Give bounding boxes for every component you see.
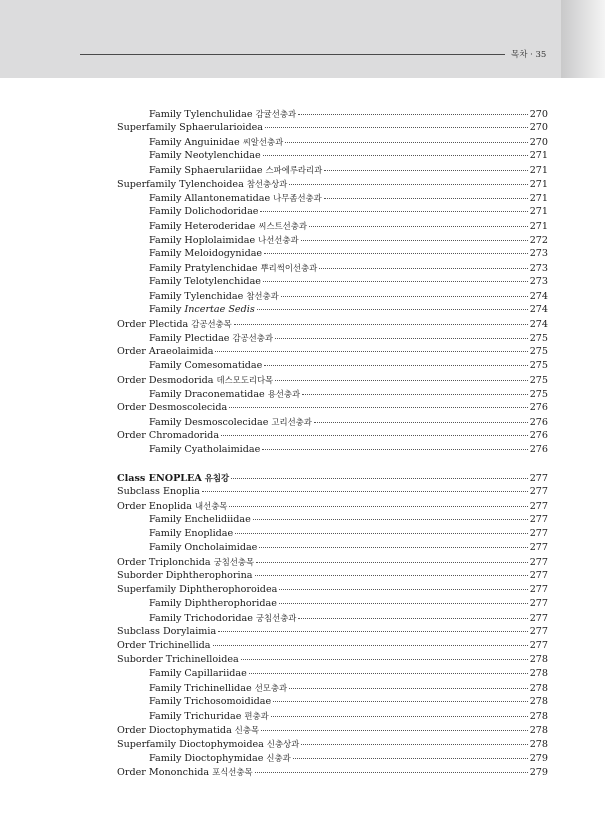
toc-entry-korean: 편충과: [244, 711, 269, 721]
toc-entry-title: [149, 233, 299, 248]
toc-entry-name: Order Desmoscolecida: [117, 402, 228, 413]
toc-entry-title: [149, 681, 287, 696]
toc-entry-korean: 감공선충목: [191, 319, 232, 329]
toc-entry-korean: 포식선충목: [212, 767, 253, 777]
toc-page-number: 273: [529, 263, 548, 274]
toc-entry-title: [117, 653, 239, 667]
toc-leader-dots: [301, 743, 527, 745]
toc-page-number: 270: [529, 122, 548, 133]
toc-leader-dots: [279, 588, 527, 590]
toc-entry[interactable]: [117, 765, 548, 779]
toc-entry[interactable]: [117, 485, 548, 499]
toc-page-number: 273: [529, 248, 548, 259]
toc-entry-title: [117, 723, 259, 738]
toc-entry-name: Subclass Enoplia: [117, 486, 200, 497]
toc-entry-name: Order Enoplida: [117, 501, 193, 512]
toc-entry-title: [117, 373, 273, 388]
toc-page-number: 278: [529, 654, 548, 665]
toc-page-number: 271: [529, 221, 548, 232]
toc-entry-name: Family Dioctophymidae: [149, 753, 264, 764]
toc-entry-name: Family Capillariidae: [149, 668, 247, 679]
toc-entry[interactable]: [149, 107, 548, 121]
toc-page-number: 272: [529, 235, 548, 246]
running-header: 목차 · 35: [511, 50, 547, 60]
toc-entry[interactable]: [149, 233, 548, 247]
toc-entry-name: Superfamily Dioctophymoidea: [117, 739, 264, 750]
header-rule: [80, 54, 505, 55]
toc-entry-korean: 참선충과: [246, 291, 279, 301]
toc-entry-name: Family Trichodoridae: [149, 613, 253, 624]
toc-leader-dots: [213, 644, 528, 646]
toc-entry[interactable]: [117, 653, 548, 667]
toc-entry-name: Family Allantonematidae: [149, 193, 271, 204]
toc-leader-dots: [264, 252, 528, 254]
toc-entry-name: Family Cyatholaimidae: [149, 444, 261, 455]
toc-page-number: 277: [529, 557, 548, 568]
toc-entry[interactable]: [149, 219, 548, 233]
toc-entry-name: Family Heteroderidae: [149, 221, 256, 232]
toc-leader-dots: [257, 308, 528, 310]
toc-entry[interactable]: [117, 555, 548, 569]
toc-entry-title: [149, 107, 296, 122]
toc-leader-dots: [302, 393, 528, 395]
toc-entry[interactable]: [149, 247, 548, 261]
toc-entry-title: [117, 639, 211, 653]
toc-entry-korean: 스파에루라리과: [265, 165, 323, 175]
toc-entry-name: Order Chromadorida: [117, 430, 220, 441]
toc-entry-title: [149, 751, 291, 766]
toc-entry-name: Suborder Trichinelloidea: [117, 654, 239, 665]
toc-page-number: 271: [529, 179, 548, 190]
toc-leader-dots: [263, 280, 528, 282]
toc-page-number: 278: [529, 683, 548, 694]
toc-entry-name: Family Oncholaimidae: [149, 542, 258, 553]
header-edge-shadow: [561, 0, 605, 78]
toc-leader-dots: [221, 434, 528, 436]
toc-leader-dots: [231, 477, 528, 479]
toc-entry-title: [149, 415, 312, 430]
toc-entry-name: Order Triplonchida: [117, 557, 211, 568]
toc-entry-name: Family Hoplolaimidae: [149, 235, 256, 246]
toc-entry-title: [149, 289, 279, 304]
toc-entry-name: Family Trichosomoididae: [149, 696, 272, 707]
toc-page-number: 275: [529, 346, 548, 357]
toc-entry-title: [149, 387, 300, 402]
toc-entry[interactable]: [117, 345, 548, 359]
toc-entry-title: [117, 765, 253, 780]
toc-entry-name: Family Anguinidae: [149, 137, 240, 148]
toc-entry-title: [149, 135, 283, 150]
toc-entry-korean: 감공선충과: [232, 333, 273, 343]
toc-page-number: 277: [529, 486, 548, 497]
toc-entry-korean: 신충상과: [266, 739, 300, 749]
toc-entry-korean: 궁침선충과: [255, 613, 297, 623]
toc-entry[interactable]: [149, 443, 548, 457]
toc-leader-dots: [234, 323, 528, 325]
toc-entry-korean: 선모충과: [254, 683, 288, 693]
toc-page-number: 273: [529, 276, 548, 287]
toc-entry[interactable]: [117, 401, 548, 415]
toc-entry[interactable]: [149, 709, 548, 723]
toc-leader-dots: [324, 169, 528, 171]
toc-entry[interactable]: [149, 751, 548, 765]
toc-leader-dots: [289, 687, 528, 689]
toc-entry-title: [149, 695, 271, 709]
toc-leader-dots: [261, 729, 528, 731]
toc-leader-dots: [293, 757, 528, 759]
toc-page-number: 278: [529, 696, 548, 707]
toc-page-number: 274: [529, 319, 548, 330]
toc-entry[interactable]: [117, 583, 548, 597]
toc-entry-name: Family: [149, 304, 182, 315]
toc-entry-title: [149, 303, 255, 317]
toc-entry-title: [149, 261, 317, 276]
toc-entry[interactable]: [149, 289, 548, 303]
toc-entry-name: Subclass Dorylaimia: [117, 626, 217, 637]
toc-leader-dots: [215, 350, 527, 352]
toc-entry-title: [117, 555, 254, 570]
toc-leader-dots: [256, 561, 528, 563]
toc-page-number: 276: [529, 430, 548, 441]
toc-page-number: 277: [529, 626, 548, 637]
toc-entry[interactable]: [149, 667, 548, 681]
toc-entry-name: Family Trichuridae: [149, 711, 242, 722]
toc-entry[interactable]: [149, 149, 548, 163]
toc-leader-dots: [273, 700, 527, 702]
toc-entry-title: [117, 485, 200, 499]
toc-entry-italic: Incertae Sedis: [184, 304, 255, 315]
toc-entry[interactable]: [117, 737, 548, 751]
toc-leader-dots: [279, 602, 528, 604]
toc-page-number: 277: [529, 501, 548, 512]
toc-leader-dots: [235, 532, 527, 534]
toc-leader-dots: [264, 364, 527, 366]
toc-entry-title: [117, 625, 216, 639]
toc-entry-korean: 감귤선충과: [255, 109, 297, 119]
toc-page-number: 278: [529, 739, 548, 750]
toc-page-number: 270: [529, 109, 548, 120]
toc-leader-dots: [229, 406, 527, 408]
toc-leader-dots: [262, 448, 527, 450]
toc-page-number: 279: [529, 753, 548, 764]
toc-entry-name: Family Sphaerulariidae: [149, 165, 263, 176]
toc-leader-dots: [253, 518, 528, 520]
toc-entry-title: [117, 345, 213, 359]
toc-entry[interactable]: [149, 191, 548, 205]
toc-entry-name: Family Enoplidae: [149, 528, 234, 539]
toc-entry-name: Order Araeolaimida: [117, 346, 214, 357]
toc-entry-title: [149, 149, 261, 163]
toc-entry-title: [117, 429, 219, 443]
toc-entry-name: Class ENOPLEA: [117, 473, 202, 484]
toc-entry[interactable]: [149, 527, 548, 541]
toc-entry-korean: 고리선충과: [271, 417, 312, 427]
toc-page-number: 278: [529, 725, 548, 736]
toc-page-number: 270: [529, 137, 548, 148]
toc-entry-title: [149, 597, 277, 611]
toc-entry[interactable]: [149, 611, 548, 625]
toc-entry-title: [149, 513, 251, 527]
toc-leader-dots: [218, 630, 528, 632]
toc-leader-dots: [249, 672, 528, 674]
toc-leader-dots: [202, 490, 528, 492]
toc-leader-dots: [275, 337, 528, 339]
toc-entry[interactable]: [117, 177, 548, 191]
toc-entry-name: Family Dolichodoridae: [149, 206, 259, 217]
toc-entry-name: Family Comesomatidae: [149, 360, 263, 371]
toc-entry-title: [149, 191, 322, 206]
toc-entry-name: Superfamily Tylenchoidea: [117, 179, 244, 190]
toc-entry-name: Family Diphtherophoridae: [149, 598, 277, 609]
toc-leader-dots: [298, 617, 527, 619]
toc-entry-korean: 뿌리썩이선충과: [260, 263, 318, 273]
toc-entry-title: [149, 541, 257, 555]
toc-entry-title: [117, 499, 227, 514]
toc-entry-korean: 데스모도리다목: [216, 375, 274, 385]
toc-page-number: 277: [529, 473, 548, 484]
toc-leader-dots: [314, 421, 528, 423]
toc-entry[interactable]: [149, 303, 548, 317]
toc-leader-dots: [289, 183, 527, 185]
toc-entry[interactable]: [117, 723, 548, 737]
toc-leader-dots: [285, 141, 528, 143]
toc-page-number: 277: [529, 640, 548, 651]
toc-leader-dots: [281, 295, 528, 297]
toc-entry-korean: 씨알선충과: [242, 137, 284, 147]
toc-entry-title: [149, 205, 258, 219]
toc-entry-title: [149, 709, 269, 724]
toc-page-number: 278: [529, 711, 548, 722]
toc-leader-dots: [259, 546, 527, 548]
toc-entry-korean: 신충목: [234, 725, 260, 735]
toc-entry[interactable]: [117, 317, 548, 331]
toc-entry[interactable]: [117, 499, 548, 513]
toc-entry-korean: 용선충과: [267, 389, 301, 399]
toc-entry[interactable]: [149, 163, 548, 177]
toc-entry-title: [117, 121, 263, 135]
toc-entry-title: [149, 667, 247, 681]
toc-entry-name: Superfamily Sphaerularioidea: [117, 122, 264, 133]
toc-page-number: 275: [529, 360, 548, 371]
toc-page-number: 275: [529, 333, 548, 344]
toc-entry[interactable]: [149, 331, 548, 345]
toc-entry[interactable]: [149, 513, 548, 527]
toc-entry-title: [149, 443, 260, 457]
toc-page-number: 279: [529, 767, 548, 778]
toc-leader-dots: [255, 574, 528, 576]
toc-entry-title: [117, 401, 227, 415]
toc-entry-korean: 내선충목: [195, 501, 228, 511]
toc-page-number: 276: [529, 402, 548, 413]
toc-page-number: 271: [529, 193, 548, 204]
toc-entry-name: Order Mononchida: [117, 767, 210, 778]
toc-entry[interactable]: [149, 261, 548, 275]
toc-entry[interactable]: [149, 415, 548, 429]
toc-entry-name: Order Dioctophymatida: [117, 725, 232, 736]
toc-entry-title: [117, 471, 229, 486]
toc-entry-name: Family Draconematidae: [149, 389, 265, 400]
toc-page-number: 277: [529, 528, 548, 539]
toc-leader-dots: [255, 771, 528, 773]
toc-entry-name: Family Telotylenchidae: [149, 276, 261, 287]
toc-page-number: 276: [529, 417, 548, 428]
toc-entry-name: Superfamily Diphtherophoroidea: [117, 584, 278, 595]
toc-entry[interactable]: [149, 135, 548, 149]
toc-page-number: 271: [529, 165, 548, 176]
toc-page-number: 275: [529, 375, 548, 386]
toc-entry-name: Order Trichinellida: [117, 640, 211, 651]
toc-entry-title: [117, 569, 253, 583]
toc-entry-title: [149, 611, 296, 626]
toc-page-number: 278: [529, 668, 548, 679]
toc-entry[interactable]: [117, 471, 548, 485]
toc-leader-dots: [271, 715, 528, 717]
toc-entry-name: Suborder Diphtherophorina: [117, 570, 253, 581]
toc-entry-name: Family Enchelidiidae: [149, 514, 251, 525]
toc-entry-korean: 유침강: [204, 473, 230, 483]
toc-entry-title: [117, 737, 299, 752]
toc-entry[interactable]: [149, 541, 548, 555]
toc-leader-dots: [229, 505, 527, 507]
toc-entry-name: Family Tylenchulidae: [149, 109, 253, 120]
toc-leader-dots: [260, 210, 527, 212]
toc-page-number: 277: [529, 598, 548, 609]
toc-entry-name: Family Desmoscolecidae: [149, 417, 269, 428]
toc-leader-dots: [324, 197, 528, 199]
toc-entry[interactable]: [117, 121, 548, 135]
toc-entry-korean: 씨스트선충과: [258, 221, 307, 231]
toc-leader-dots: [298, 113, 528, 115]
toc-entry-korean: 신충과: [266, 753, 291, 763]
toc-entry[interactable]: [149, 275, 548, 289]
toc-page-number: 277: [529, 514, 548, 525]
toc-entry-title: [117, 583, 277, 597]
toc-entry[interactable]: [149, 681, 548, 695]
toc-page-number: 274: [529, 291, 548, 302]
toc-entry-korean: 참선충상과: [246, 179, 288, 189]
toc-entry-name: Order Desmodorida: [117, 375, 214, 386]
toc-entry[interactable]: [149, 695, 548, 709]
toc-entry-name: Family Plectidae: [149, 333, 230, 344]
toc-entry-title: [117, 317, 232, 332]
toc-entry[interactable]: [117, 625, 548, 639]
toc-entry-title: [149, 331, 273, 346]
toc-entry-korean: 나선선충과: [258, 235, 299, 245]
toc-page-number: 271: [529, 150, 548, 161]
toc-entry-name: Family Neotylenchidae: [149, 150, 261, 161]
toc-entry-name: Family Trichinellidae: [149, 683, 252, 694]
toc-page-number: 277: [529, 570, 548, 581]
toc-entry-name: Family Tylenchidae: [149, 291, 244, 302]
toc-leader-dots: [241, 658, 528, 660]
toc-entry-title: [149, 247, 262, 261]
toc-page-number: 271: [529, 206, 548, 217]
toc-entry[interactable]: [149, 387, 548, 401]
toc-leader-dots: [319, 267, 527, 269]
toc-entry[interactable]: [149, 597, 548, 611]
toc-entry[interactable]: [117, 373, 548, 387]
toc-entry[interactable]: [149, 205, 548, 219]
toc-entry-title: [149, 163, 322, 178]
toc-entry[interactable]: [149, 359, 548, 373]
toc-entry-title: [149, 527, 233, 541]
toc-entry[interactable]: [117, 429, 548, 443]
toc-leader-dots: [275, 379, 528, 381]
toc-leader-dots: [263, 154, 528, 156]
toc-page-number: 274: [529, 304, 548, 315]
toc-entry-korean: 나무좀선충과: [273, 193, 322, 203]
toc-entry-korean: 궁침선충목: [213, 557, 255, 567]
toc-entry-name: Family Meloidogynidae: [149, 248, 263, 259]
toc-page-number: 277: [529, 584, 548, 595]
toc-page-number: 277: [529, 613, 548, 624]
toc-entry-title: [149, 275, 261, 289]
toc-leader-dots: [265, 126, 528, 128]
toc-entry[interactable]: [117, 569, 548, 583]
toc-entry-name: Order Plectida: [117, 319, 189, 330]
toc-page-number: 276: [529, 444, 548, 455]
toc-entry-title: [149, 219, 307, 234]
toc-leader-dots: [301, 239, 528, 241]
toc-leader-dots: [309, 225, 528, 227]
header-band: [0, 0, 561, 78]
toc-page-number: 277: [529, 542, 548, 553]
toc-page-number: 275: [529, 389, 548, 400]
toc-entry[interactable]: [117, 639, 548, 653]
toc-entry-title: [149, 359, 262, 373]
toc-entry-name: Family Pratylenchidae: [149, 263, 258, 274]
toc-entry-title: [117, 177, 287, 192]
